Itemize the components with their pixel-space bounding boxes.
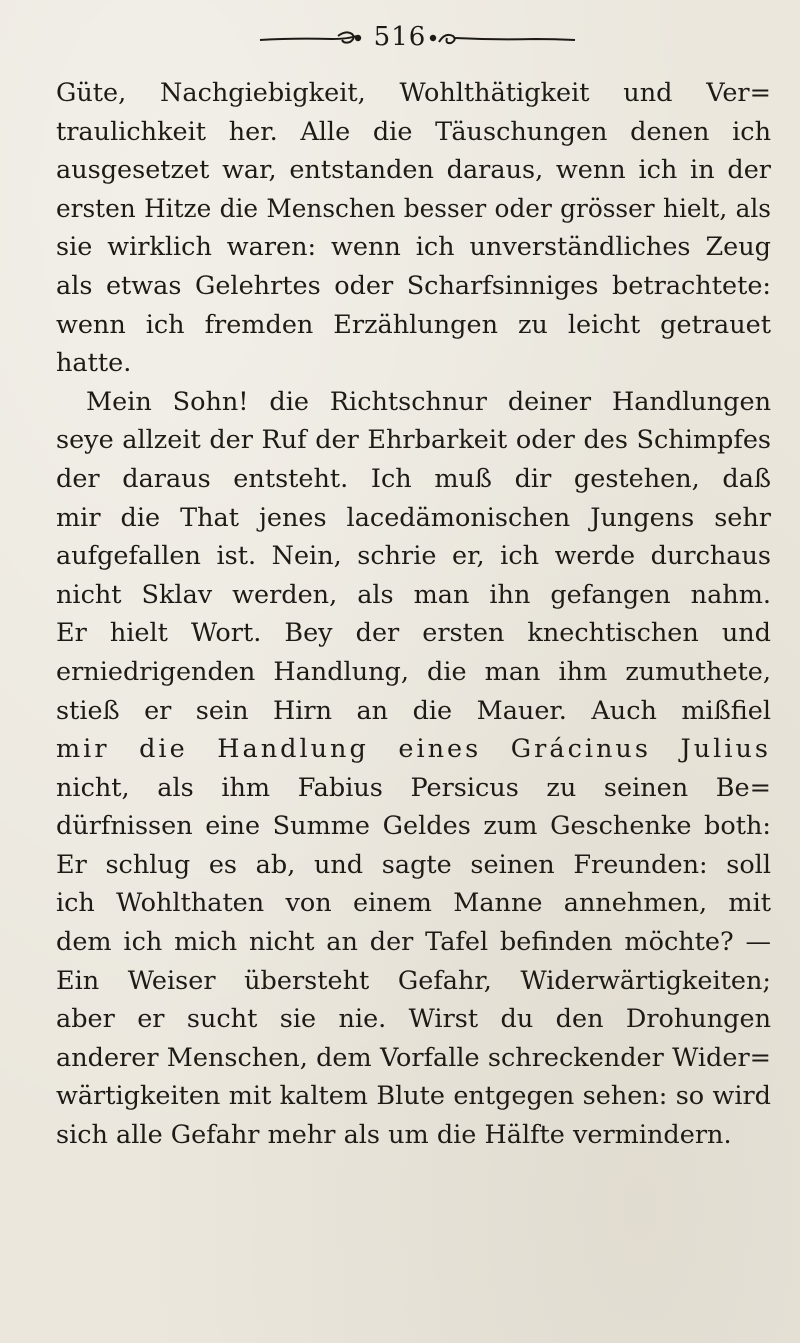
- text-line: hatte.: [56, 348, 132, 379]
- text-line: dem ich mich nicht an der Tafel befinden möchte? —: [56, 927, 771, 958]
- text-line: der daraus entsteht. Ich muß dir gestehen, daß: [56, 463, 771, 494]
- text-line: aber er sucht sie nie. Wirst du den Drohungen: [56, 1004, 771, 1035]
- text-line: anderer Menschen, dem Vorfalle schreckender Wider=: [56, 1042, 771, 1073]
- paragraph-start-line: Mein Sohn! die Richtschnur deiner Handlungen: [86, 386, 771, 417]
- text-line: Er schlug es ab, und sagte seinen Freunden: soll: [56, 849, 771, 880]
- text-line: Er hielt Wort. Bey der ersten knechtischen und: [56, 618, 771, 649]
- text-line: mir die That jenes lacedämonischen Jungens sehr: [56, 502, 771, 533]
- text-line: wärtigkeiten mit kaltem Blute entgegen sehen: so wird: [56, 1081, 771, 1112]
- text-line: wenn ich fremden Erzählungen zu leicht getrauet: [56, 309, 771, 340]
- text-line: stieß er sein Hirn an die Mauer. Auch mißfiel: [56, 695, 771, 726]
- text-line: sie wirklich waren: wenn ich unverständliches Zeug: [56, 232, 771, 263]
- text-line: sich alle Gefahr mehr als um die Hälfte vermindern.: [56, 1120, 732, 1151]
- text-line: nicht Sklav werden, als man ihn gefangen nahm.: [56, 579, 771, 610]
- text-line: als etwas Gelehrtes oder Scharfsinniges betrachtete:: [56, 270, 771, 301]
- page-header: [0, 18, 800, 58]
- text-line: ausgesetzet war, entstanden daraus, wenn ich in der: [56, 155, 771, 186]
- text-line: traulichkeit her. Alle die Täuschungen denen ich: [56, 116, 771, 147]
- text-line: Güte, Nachgiebigkeit, Wohlthätigkeit und Ver=: [56, 78, 771, 108]
- ornament-right-icon: [425, 24, 585, 54]
- text-line: nicht, als ihm Fabius Persicus zu seinen Be=: [56, 772, 771, 803]
- text-line: Ein Weiser übersteht Gefahr, Widerwärtigkeiten;: [56, 965, 771, 996]
- text-line: mir die Handlung eines Grácinus Julius: [56, 734, 771, 765]
- text-line: aufgefallen ist. Nein, schrie er, ich werde durchaus: [56, 541, 771, 572]
- text-line: erniedrigenden Handlung, die man ihm zumuthete,: [56, 656, 771, 687]
- body-text: [56, 74, 771, 1155]
- page-number: 516: [373, 22, 427, 52]
- text-line: ersten Hitze die Menschen besser oder grösser hielt, als: [56, 193, 771, 223]
- text-line: dürfnissen eine Summe Geldes zum Geschenke both:: [56, 811, 771, 842]
- text-line: seye allzeit der Ruf der Ehrbarkeit oder des Schimpfes: [56, 425, 771, 456]
- text-line: ich Wohlthaten von einem Manne annehmen, mit: [56, 888, 771, 919]
